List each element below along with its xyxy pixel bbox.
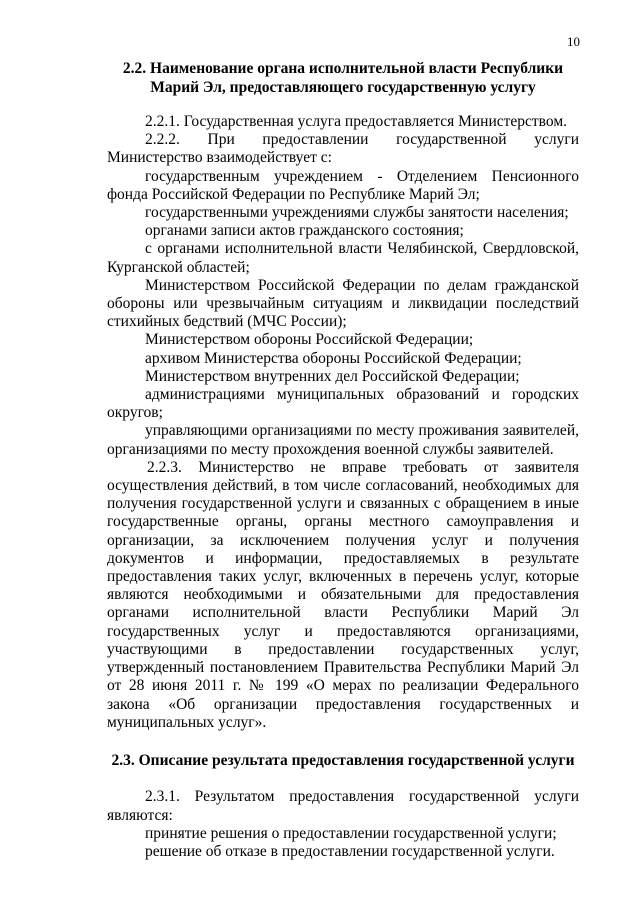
list-item: государственным учреждением - Отделением Пенсионного фонда Российской Федерации по Республике Марий Эл; — [107, 167, 579, 203]
list-item: государственными учреждениями службы занятости населения; — [145, 204, 569, 222]
list-item: органами записи актов гражданского состояния; — [145, 222, 464, 240]
section-2-2-title-line2: Марий Эл, предоставляющего государственную услугу — [150, 78, 536, 96]
list-item: Министерством Российской Федерации по делам гражданской обороны или чрезвычайным ситуациям и ликвидации последствий стихийных бедствий (МЧС России); — [107, 276, 579, 331]
list-item: управляющими организациями по месту проживания заявителей, организациями по месту прохождения военной службы заявителей. — [107, 422, 579, 458]
section-2-3-title: 2.3. Описание результата предоставления государственной услуги — [111, 751, 575, 769]
paragraph-2-2-3: 2.2.3. Министерство не вправе требовать от заявителя осуществления действий, в том числе согласований, необходимых для получения государственной услуги и связанных с обращением в иные государственные органы, органы местного самоуправления и организации, за исключением получения услуг и получения документов и информации, предоставляемых в результате предоставления таких услуг, включенных в перечень услуг, которые являются необходимыми и обязательными для предоставления органами исполнительной власти Республики Марий Эл государственных услуг и предоставляются организациями, участвующими в предоставлении государственных услуг, утвержденный постановлением Правительства Республики Марий Эл от 28 июня 2011 г. № 199 «О мерах по реализации Федерального закона «Об организации предоставления государственных и муниципальных услуг». — [107, 458, 579, 731]
page-number: 10 — [567, 34, 580, 49]
list-item: Министерством внутренних дел Российской Федерации; — [145, 367, 520, 385]
document-body — [107, 60, 579, 861]
list-item: решение об отказе в предоставлении государственной услуги. — [145, 843, 555, 861]
paragraph-2-2-1: 2.2.1. Государственная услуга предоставляется Министерством. — [145, 113, 568, 130]
paragraph-2-3-1: 2.3.1. Результатом предоставления государственной услуги являются: — [107, 788, 579, 824]
section-2-2-title-line1: 2.2. Наименование органа исполнительной власти Республики — [122, 60, 564, 77]
list-item: администрациями муниципальных образований и городских округов; — [107, 386, 579, 422]
list-item: с органами исполнительной власти Челябинской, Свердловской, Курганской областей; — [107, 240, 579, 276]
section-2-2-title — [107, 60, 579, 97]
list-item: Министерством обороны Российской Федерации; — [145, 331, 474, 349]
list-item: принятие решения о предоставлении государственной услуги; — [145, 824, 557, 842]
paragraph-2-2-2: 2.2.2. При предоставлении государственной услуги Министерство взаимодействует с: — [107, 131, 579, 167]
list-item: архивом Министерства обороны Российской Федерации; — [145, 349, 522, 367]
